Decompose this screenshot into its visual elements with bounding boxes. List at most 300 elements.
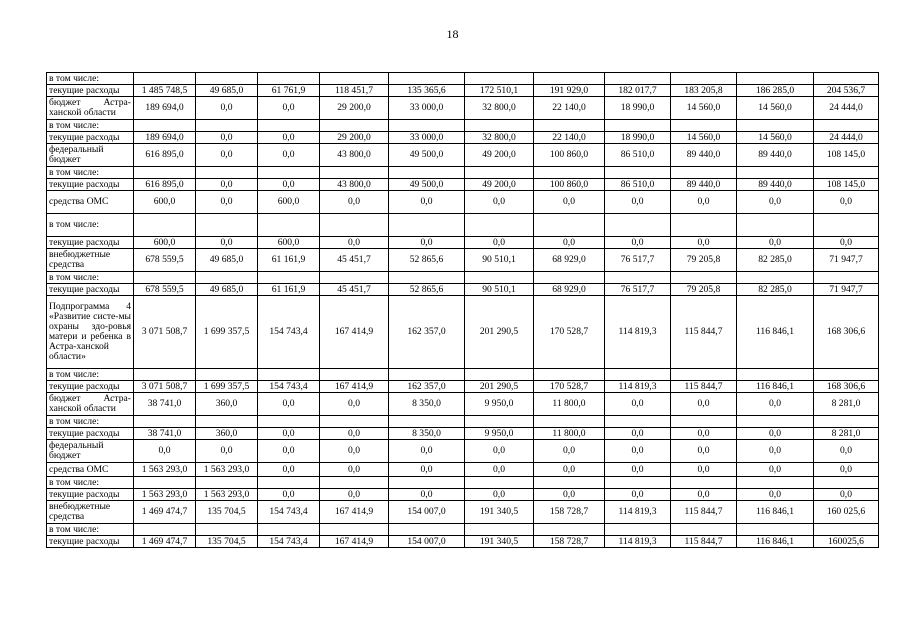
table-cell: [534, 120, 605, 132]
table-cell: 29 200,0: [320, 97, 389, 120]
table-cell: 49 200,0: [465, 179, 534, 191]
table-cell: 167 414,9: [320, 501, 389, 524]
table-cell: 115 844,7: [671, 381, 737, 393]
table-cell: [134, 477, 196, 489]
table-cell: 0,0: [465, 191, 534, 214]
table-cell: 100 860,0: [534, 179, 605, 191]
table-cell: 14 560,0: [671, 97, 737, 120]
table-cell: 49 685,0: [196, 249, 258, 272]
table-cell: [258, 120, 320, 132]
table-row: [47, 536, 879, 548]
row-label: внебюджетные средства: [47, 249, 134, 272]
table-cell: [671, 120, 737, 132]
table-cell: 170 528,7: [534, 296, 605, 369]
row-label: текущие расходы: [47, 85, 134, 97]
table-cell: 186 285,0: [737, 85, 814, 97]
table-cell: 616 895,0: [134, 179, 196, 191]
table-cell: 9 950,0: [465, 428, 534, 440]
table-cell: 0,0: [814, 237, 879, 249]
table-cell: [320, 524, 389, 536]
row-label: в том числе:: [47, 167, 134, 179]
table-cell: 600,0: [258, 237, 320, 249]
table-cell: [389, 524, 465, 536]
table-cell: 158 728,7: [534, 501, 605, 524]
table-row: [47, 463, 879, 477]
row-label: в том числе:: [47, 416, 134, 428]
row-label: средства ОМС: [47, 463, 134, 477]
table-cell: [196, 369, 258, 381]
table-cell: 172 510,1: [465, 85, 534, 97]
table-cell: [737, 167, 814, 179]
table-cell: 0,0: [671, 191, 737, 214]
table-cell: [320, 167, 389, 179]
table-cell: 61 761,9: [258, 85, 320, 97]
table-cell: 0,0: [737, 440, 814, 463]
table-cell: [465, 214, 534, 237]
table-cell: [605, 73, 671, 85]
table-cell: 160 025,6: [814, 501, 879, 524]
table-cell: 0,0: [465, 237, 534, 249]
table-cell: 191 340,5: [465, 536, 534, 548]
table-cell: 360,0: [196, 393, 258, 416]
table-cell: 90 510,1: [465, 249, 534, 272]
table-cell: [737, 369, 814, 381]
table-cell: 167 414,9: [320, 536, 389, 548]
table-cell: 0,0: [534, 440, 605, 463]
table-cell: [320, 214, 389, 237]
table-cell: 14 560,0: [737, 132, 814, 144]
table-cell: [737, 416, 814, 428]
row-label: в том числе:: [47, 120, 134, 132]
table-cell: 3 071 508,7: [134, 381, 196, 393]
table-cell: 33 000,0: [389, 132, 465, 144]
table-cell: 191 929,0: [534, 85, 605, 97]
table-cell: 0,0: [389, 440, 465, 463]
table-cell: 162 357,0: [389, 296, 465, 369]
table-body: [47, 73, 879, 548]
table-cell: 1 699 357,5: [196, 296, 258, 369]
table-cell: 0,0: [258, 144, 320, 167]
table-cell: [258, 167, 320, 179]
table-cell: [389, 416, 465, 428]
table-cell: [534, 416, 605, 428]
table-cell: 0,0: [320, 428, 389, 440]
table-cell: 118 451,7: [320, 85, 389, 97]
table-cell: [134, 167, 196, 179]
table-cell: 89 440,0: [737, 144, 814, 167]
row-label: текущие расходы: [47, 536, 134, 548]
table-cell: 189 694,0: [134, 97, 196, 120]
row-label: в том числе:: [47, 272, 134, 284]
table-cell: 678 559,5: [134, 284, 196, 296]
table-cell: 1 469 474,7: [134, 536, 196, 548]
table-cell: [134, 73, 196, 85]
table-cell: 0,0: [814, 191, 879, 214]
table-cell: 0,0: [258, 428, 320, 440]
table-cell: 45 451,7: [320, 249, 389, 272]
table-row: [47, 477, 879, 489]
table-cell: 170 528,7: [534, 381, 605, 393]
table-cell: 0,0: [534, 191, 605, 214]
row-label: текущие расходы: [47, 381, 134, 393]
table-cell: 1 563 293,0: [196, 463, 258, 477]
table-cell: 0,0: [320, 489, 389, 501]
table-cell: [134, 416, 196, 428]
table-cell: [258, 214, 320, 237]
table-cell: 0,0: [258, 132, 320, 144]
table-cell: [671, 369, 737, 381]
table-cell: 0,0: [737, 237, 814, 249]
table-cell: [605, 369, 671, 381]
table-cell: 8 281,0: [814, 393, 879, 416]
table-cell: [814, 524, 879, 536]
table-cell: [737, 477, 814, 489]
table-row: [47, 296, 879, 369]
table-cell: [465, 524, 534, 536]
table-cell: 38 741,0: [134, 428, 196, 440]
table-cell: 0,0: [534, 463, 605, 477]
table-cell: 678 559,5: [134, 249, 196, 272]
table-cell: [196, 214, 258, 237]
table-cell: 8 350,0: [389, 393, 465, 416]
table-cell: 45 451,7: [320, 284, 389, 296]
budget-table: [46, 72, 879, 548]
table-cell: 114 819,3: [605, 501, 671, 524]
table-cell: 0,0: [814, 463, 879, 477]
table-cell: [534, 477, 605, 489]
table-cell: 29 200,0: [320, 132, 389, 144]
table-cell: 1 469 474,7: [134, 501, 196, 524]
table-cell: 183 205,8: [671, 85, 737, 97]
table-cell: [258, 73, 320, 85]
table-cell: 0,0: [605, 489, 671, 501]
table-cell: 0,0: [196, 179, 258, 191]
table-cell: [134, 120, 196, 132]
table-cell: 76 517,7: [605, 284, 671, 296]
table-cell: 0,0: [465, 463, 534, 477]
table-cell: 0,0: [814, 489, 879, 501]
table-cell: 89 440,0: [671, 179, 737, 191]
table-cell: [737, 214, 814, 237]
table-cell: [320, 272, 389, 284]
table-cell: [737, 73, 814, 85]
table-cell: 0,0: [389, 237, 465, 249]
table-cell: 82 285,0: [737, 284, 814, 296]
table-cell: 154 743,4: [258, 536, 320, 548]
table-cell: [196, 416, 258, 428]
table-row: [47, 501, 879, 524]
table-row: [47, 284, 879, 296]
table-cell: 0,0: [671, 489, 737, 501]
table-cell: 8 350,0: [389, 428, 465, 440]
table-cell: 135 704,5: [196, 536, 258, 548]
table-cell: [465, 167, 534, 179]
table-cell: 0,0: [258, 463, 320, 477]
table-cell: 114 819,3: [605, 536, 671, 548]
table-cell: [814, 120, 879, 132]
table-cell: 0,0: [258, 489, 320, 501]
table-cell: 8 281,0: [814, 428, 879, 440]
table-row: [47, 381, 879, 393]
table-cell: 114 819,3: [605, 296, 671, 369]
table-cell: 43 800,0: [320, 144, 389, 167]
table-cell: 0,0: [605, 393, 671, 416]
table-cell: [605, 416, 671, 428]
table-cell: 0,0: [196, 191, 258, 214]
table-cell: 0,0: [258, 97, 320, 120]
table-cell: 158 728,7: [534, 536, 605, 548]
table-cell: 14 560,0: [737, 97, 814, 120]
table-cell: 76 517,7: [605, 249, 671, 272]
table-cell: 189 694,0: [134, 132, 196, 144]
table-cell: [196, 120, 258, 132]
table-cell: 135 704,5: [196, 501, 258, 524]
table-cell: 0,0: [671, 428, 737, 440]
table-row: [47, 393, 879, 416]
table-cell: 154 743,4: [258, 296, 320, 369]
table-cell: [605, 120, 671, 132]
table-cell: [320, 416, 389, 428]
table-cell: 49 685,0: [196, 85, 258, 97]
table-row: [47, 524, 879, 536]
table-cell: [671, 477, 737, 489]
row-label: бюджет Астра-ханской области: [47, 393, 134, 416]
table-cell: 0,0: [465, 489, 534, 501]
table-cell: [671, 416, 737, 428]
table-cell: [389, 369, 465, 381]
table-cell: 0,0: [605, 237, 671, 249]
table-row: [47, 428, 879, 440]
table-cell: 182 017,7: [605, 85, 671, 97]
table-cell: 49 500,0: [389, 179, 465, 191]
table-cell: [258, 369, 320, 381]
table-cell: 0,0: [320, 237, 389, 249]
row-label: текущие расходы: [47, 237, 134, 249]
table-cell: [258, 477, 320, 489]
table-cell: 360,0: [196, 428, 258, 440]
row-label: бюджет Астра-ханской области: [47, 97, 134, 120]
table-cell: 600,0: [134, 237, 196, 249]
table-cell: 49 685,0: [196, 284, 258, 296]
table-cell: 204 536,7: [814, 85, 879, 97]
table-cell: 0,0: [605, 440, 671, 463]
table-cell: [465, 73, 534, 85]
table-cell: 160025,6: [814, 536, 879, 548]
table-cell: [389, 272, 465, 284]
table-cell: 89 440,0: [671, 144, 737, 167]
table-cell: 1 485 748,5: [134, 85, 196, 97]
table-cell: 22 140,0: [534, 97, 605, 120]
table-cell: 86 510,0: [605, 179, 671, 191]
table-cell: 86 510,0: [605, 144, 671, 167]
page-number: 18: [446, 27, 459, 41]
table-row: [47, 214, 879, 237]
table-cell: 0,0: [320, 393, 389, 416]
table-cell: 79 205,8: [671, 284, 737, 296]
row-label: в том числе:: [47, 369, 134, 381]
row-label: средства ОМС: [47, 191, 134, 214]
table-cell: [814, 73, 879, 85]
table-cell: 0,0: [134, 440, 196, 463]
table-cell: 61 161,9: [258, 249, 320, 272]
table-cell: 0,0: [605, 428, 671, 440]
table-cell: 0,0: [389, 489, 465, 501]
table-cell: 9 950,0: [465, 393, 534, 416]
table-cell: 154 007,0: [389, 501, 465, 524]
table-cell: 90 510,1: [465, 284, 534, 296]
table-cell: 61 161,9: [258, 284, 320, 296]
table-cell: 168 306,6: [814, 296, 879, 369]
table-cell: 600,0: [258, 191, 320, 214]
table-cell: 0,0: [196, 440, 258, 463]
table-cell: 0,0: [814, 440, 879, 463]
table-cell: 24 444,0: [814, 132, 879, 144]
table-cell: 0,0: [671, 393, 737, 416]
table-cell: [671, 272, 737, 284]
table-row: [47, 144, 879, 167]
table-cell: [320, 477, 389, 489]
table-cell: 108 145,0: [814, 179, 879, 191]
table-row: [47, 489, 879, 501]
table-cell: 0,0: [671, 440, 737, 463]
table-cell: [671, 73, 737, 85]
table-cell: 116 846,1: [737, 381, 814, 393]
table-cell: 616 895,0: [134, 144, 196, 167]
table-cell: 0,0: [258, 179, 320, 191]
table-cell: 116 846,1: [737, 536, 814, 548]
table-cell: 3 071 508,7: [134, 296, 196, 369]
table-cell: [389, 477, 465, 489]
table-cell: [605, 167, 671, 179]
row-label: в том числе:: [47, 524, 134, 536]
table-row: [47, 120, 879, 132]
table-row: [47, 179, 879, 191]
row-label: в том числе:: [47, 73, 134, 85]
table-cell: [534, 214, 605, 237]
table-cell: [465, 369, 534, 381]
table-cell: 68 929,0: [534, 249, 605, 272]
table-cell: 22 140,0: [534, 132, 605, 144]
table-cell: 0,0: [258, 440, 320, 463]
table-row: [47, 97, 879, 120]
table-cell: 71 947,7: [814, 284, 879, 296]
table-cell: 1 563 293,0: [196, 489, 258, 501]
table-cell: [465, 416, 534, 428]
table-cell: [534, 73, 605, 85]
table-cell: 0,0: [196, 237, 258, 249]
table-cell: [389, 214, 465, 237]
table-cell: [737, 524, 814, 536]
table-row: [47, 132, 879, 144]
table-cell: [814, 416, 879, 428]
table-cell: 201 290,5: [465, 381, 534, 393]
table-cell: [196, 167, 258, 179]
table-cell: [534, 369, 605, 381]
table-cell: [814, 167, 879, 179]
table-cell: 68 929,0: [534, 284, 605, 296]
table-cell: [534, 167, 605, 179]
table-cell: 0,0: [737, 463, 814, 477]
table-cell: 0,0: [389, 191, 465, 214]
table-cell: 0,0: [737, 393, 814, 416]
table-row: [47, 416, 879, 428]
table-cell: [389, 167, 465, 179]
table-cell: [465, 272, 534, 284]
row-label: внебюджетные средства: [47, 501, 134, 524]
table-cell: [258, 524, 320, 536]
table-cell: 49 500,0: [389, 144, 465, 167]
table-cell: 114 819,3: [605, 381, 671, 393]
table-cell: 154 743,4: [258, 501, 320, 524]
table-cell: 38 741,0: [134, 393, 196, 416]
table-cell: [196, 73, 258, 85]
table-row: [47, 249, 879, 272]
table-cell: [134, 524, 196, 536]
table-cell: 89 440,0: [737, 179, 814, 191]
table-cell: 100 860,0: [534, 144, 605, 167]
table-cell: 24 444,0: [814, 97, 879, 120]
table-cell: 11 800,0: [534, 393, 605, 416]
table-cell: [134, 272, 196, 284]
table-cell: [605, 524, 671, 536]
table-row: [47, 272, 879, 284]
table-cell: 71 947,7: [814, 249, 879, 272]
table-cell: [320, 120, 389, 132]
row-label: в том числе:: [47, 477, 134, 489]
table-cell: 154 007,0: [389, 536, 465, 548]
table-cell: 167 414,9: [320, 381, 389, 393]
table-cell: 115 844,7: [671, 296, 737, 369]
table-cell: 115 844,7: [671, 501, 737, 524]
table-cell: [605, 272, 671, 284]
table-cell: [534, 524, 605, 536]
table-cell: [814, 272, 879, 284]
row-label: в том числе:: [47, 214, 134, 237]
table-cell: 33 000,0: [389, 97, 465, 120]
table-cell: 0,0: [534, 489, 605, 501]
table-cell: 115 844,7: [671, 536, 737, 548]
table-cell: [465, 120, 534, 132]
table-cell: 82 285,0: [737, 249, 814, 272]
table-row: [47, 73, 879, 85]
table-cell: 11 800,0: [534, 428, 605, 440]
table-cell: 0,0: [605, 463, 671, 477]
table-row: [47, 440, 879, 463]
table-cell: [671, 214, 737, 237]
table-cell: [134, 369, 196, 381]
table-cell: 0,0: [320, 463, 389, 477]
table-cell: 0,0: [737, 191, 814, 214]
table-row: [47, 191, 879, 214]
table-cell: 0,0: [737, 428, 814, 440]
table-cell: 116 846,1: [737, 296, 814, 369]
table-cell: 162 357,0: [389, 381, 465, 393]
table-cell: 135 365,6: [389, 85, 465, 97]
table-row: [47, 369, 879, 381]
table-cell: [814, 369, 879, 381]
table-cell: 0,0: [196, 97, 258, 120]
table-cell: [134, 214, 196, 237]
table-cell: 0,0: [320, 440, 389, 463]
table-cell: 108 145,0: [814, 144, 879, 167]
table-cell: [814, 477, 879, 489]
table-cell: 0,0: [671, 237, 737, 249]
table-cell: [814, 214, 879, 237]
table-cell: 0,0: [258, 393, 320, 416]
table-cell: 154 743,4: [258, 381, 320, 393]
row-label: федеральный бюджет: [47, 440, 134, 463]
table-cell: [671, 167, 737, 179]
